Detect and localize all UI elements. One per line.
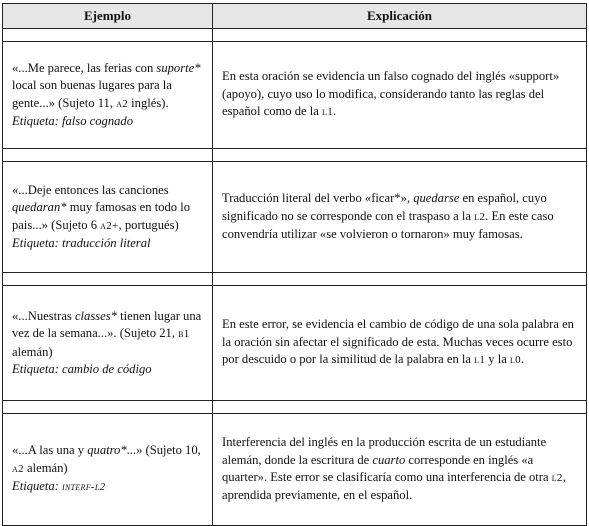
language-code: l0 xyxy=(510,354,521,367)
example-text: «...Me parece, las ferias con xyxy=(12,60,157,75)
example-label: Etiqueta: cambio de código xyxy=(12,361,152,376)
explanation-emphasis: cuarto xyxy=(372,452,406,467)
example-text: alemán) xyxy=(23,460,68,475)
explanation-text: . En este caso convendría utilizar «se volvieron o tornaron» muy famosas. xyxy=(222,208,554,242)
level-code: b1 xyxy=(178,328,190,341)
explanation-text: corresponde en inglés «a quarter». Este error se clasificaría como una interferencia de otra xyxy=(222,452,552,484)
table-row xyxy=(3,414,587,526)
explanation-emphasis: quedarse xyxy=(413,191,460,206)
explanation-text: en español, cuyo significado no se corresponde con el traspaso a la xyxy=(222,191,547,223)
example-text: ...» (Sujeto 10, xyxy=(126,443,201,458)
level-code: a2 xyxy=(116,97,129,110)
header-row xyxy=(3,4,587,29)
table-row xyxy=(3,42,587,149)
example-text: local son buenas lugares para la gente...» (Sujeto 11, xyxy=(12,78,172,110)
explanation-cell xyxy=(213,414,587,526)
example-text: , portugués) xyxy=(118,217,179,232)
example-cell xyxy=(3,162,213,273)
level-code: a2+ xyxy=(100,219,119,232)
explanation-cell xyxy=(213,42,587,149)
explanation-text: En esta oración se evidencia un falso cognado del inglés «support» (apoyo), cuyo uso lo modifica, considerando tanto las reglas del español como de la xyxy=(222,69,560,119)
example-text: inglés). xyxy=(128,95,169,110)
header-ejemplo: Ejemplo xyxy=(3,4,213,29)
explanation-cell xyxy=(213,286,587,401)
example-text: alemán) xyxy=(12,344,53,359)
explanation-text: y la xyxy=(485,352,510,367)
example-text: tienen lugar una vez de la semana...». (Sujeto 21, xyxy=(12,308,202,341)
language-code: l2 xyxy=(474,210,486,223)
error-word: quatro* xyxy=(87,443,127,458)
explanation-text: . xyxy=(333,104,337,119)
level-code: a2 xyxy=(12,462,24,475)
example-label: Etiqueta: xyxy=(12,479,63,494)
example-text: «...A las una y xyxy=(12,443,88,458)
error-table xyxy=(2,3,587,526)
explanation-text: , aprendida previamente, en el español. xyxy=(222,470,566,503)
example-text: «...Nuestras xyxy=(12,308,75,323)
header-explicacion: Explicación xyxy=(213,4,587,29)
explanation-cell xyxy=(213,162,587,273)
example-cell xyxy=(3,286,213,401)
error-word: quedaran* xyxy=(12,200,67,215)
example-label-code: interf-l2 xyxy=(62,481,106,494)
example-cell xyxy=(3,42,213,149)
error-word: suporte* xyxy=(156,60,201,75)
spacer-row xyxy=(3,29,587,42)
example-text: muy famosas en todo lo pais...» (Sujeto 6 xyxy=(12,200,191,232)
language-code: l1 xyxy=(322,106,334,119)
error-word: classes* xyxy=(74,308,117,323)
example-cell xyxy=(3,414,213,526)
spacer-row xyxy=(3,273,587,286)
example-text: «...Deje entonces las canciones xyxy=(12,182,169,197)
spacer-row xyxy=(3,149,587,162)
language-code: l1 xyxy=(474,354,486,367)
example-label: Etiqueta: traducción literal xyxy=(12,235,151,250)
example-label: Etiqueta: falso cognado xyxy=(12,113,134,128)
explanation-text: En este error, se evidencia el cambio de código de una sola palabra en la oración sin afectar el significado de esta. Muchas veces ocurre esto por descuido o por la similitud de la palabra en la xyxy=(222,317,574,367)
table-row xyxy=(3,162,587,273)
language-code: l2 xyxy=(551,472,563,484)
table-row xyxy=(3,286,587,401)
explanation-text: Interferencia del inglés en la producción escrita de un estudiante alemán, donde la escritura de xyxy=(222,435,547,467)
explanation-text: . xyxy=(521,352,525,367)
spacer-row xyxy=(3,401,587,414)
explanation-text: Traducción literal del verbo «ficar*», xyxy=(222,191,414,206)
